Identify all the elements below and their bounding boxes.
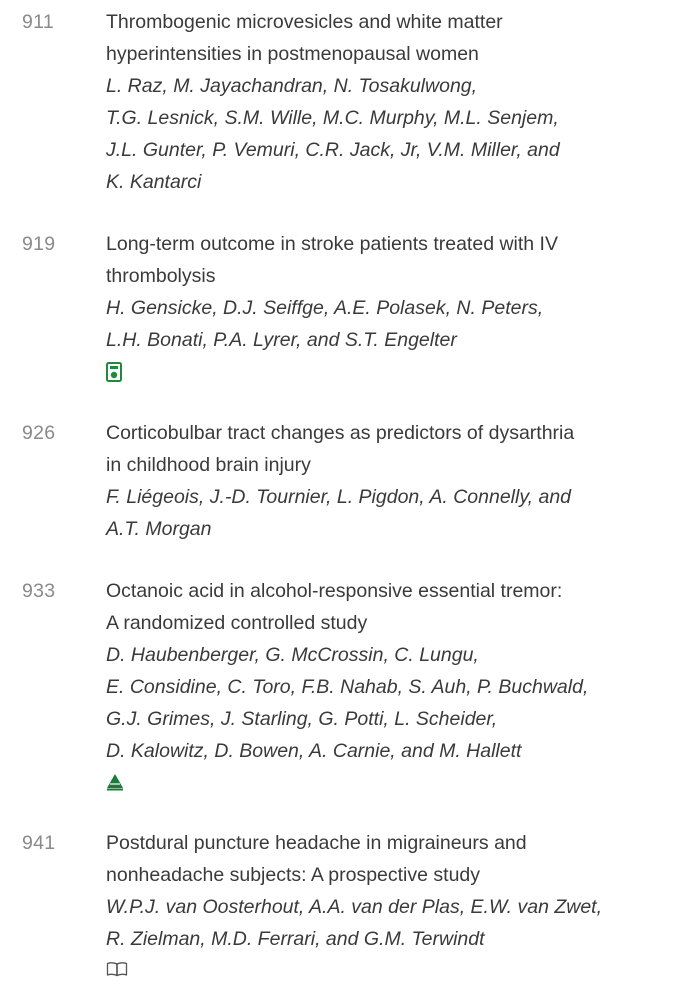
article-info [106,228,678,382]
article-authors-line: W.P.J. van Oosterhout, A.A. van der Plas, E.W. van Zwet, [106,896,603,918]
article-authors-line: D. Haubenberger, G. McCrossin, C. Lungu, [106,644,479,666]
article-title-line[interactable]: thrombolysis [106,265,216,287]
article-authors-line: R. Zielman, M.D. Ferrari, and G.M. Terwindt [106,928,485,950]
page-number: 941 [22,832,56,854]
article-title-line[interactable]: Postdural puncture headache in migraineurs and [106,832,527,854]
article-title-line[interactable]: A randomized controlled study [106,612,368,634]
article-title-line[interactable]: Long-term outcome in stroke patients treated with IV [106,233,558,255]
article-authors-line: E. Considine, C. Toro, F.B. Nahab, S. Auh, P. Buchwald, [106,676,589,698]
page-number: 911 [22,11,54,33]
article-info [106,417,678,545]
article-authors-line: D. Kalowitz, D. Bowen, A. Carnie, and M. Hallett [106,740,522,762]
article-title-line[interactable]: nonheadache subjects: A prospective study [106,864,481,886]
article-authors-line: K. Kantarci [106,171,202,193]
article-authors-line: L.H. Bonati, P.A. Lyrer, and S.T. Engelter [106,329,457,351]
article-title-line[interactable]: hyperintensities in postmenopausal women [106,43,479,65]
article-authors-line: G.J. Grimes, J. Starling, G. Potti, L. Scheider, [106,708,498,730]
open-book-icon[interactable] [106,961,128,977]
page-number: 933 [22,580,56,602]
article-authors-line: J.L. Gunter, P. Vemuri, C.R. Jack, Jr, V.M. Miller, and [106,139,560,161]
article-title-line[interactable]: in childhood brain injury [106,454,311,476]
article-authors-line: L. Raz, M. Jayachandran, N. Tosakulwong, [106,75,478,97]
class-of-evidence-icon[interactable] [106,773,124,791]
article-title-line[interactable]: Thrombogenic microvesicles and white matter [106,11,503,33]
article-authors-line: F. Liégeois, J.-D. Tournier, L. Pigdon, A. Connelly, and [106,486,572,508]
article-title-line[interactable]: Octanoic acid in alcohol-responsive essential tremor: [106,580,563,602]
article-info [106,575,678,791]
article-title-line[interactable]: Corticobulbar tract changes as predictors of dysarthria [106,422,575,444]
article-authors-line: H. Gensicke, D.J. Seiffge, A.E. Polasek, N. Peters, [106,297,544,319]
article-authors-line: A.T. Morgan [106,518,212,540]
podcast-icon[interactable] [106,362,122,382]
article-info [106,6,678,198]
article-info [106,827,678,977]
article-authors-line: T.G. Lesnick, S.M. Wille, M.C. Murphy, M.L. Senjem, [106,107,559,129]
page-number: 926 [22,422,56,444]
page-number: 919 [22,233,56,255]
